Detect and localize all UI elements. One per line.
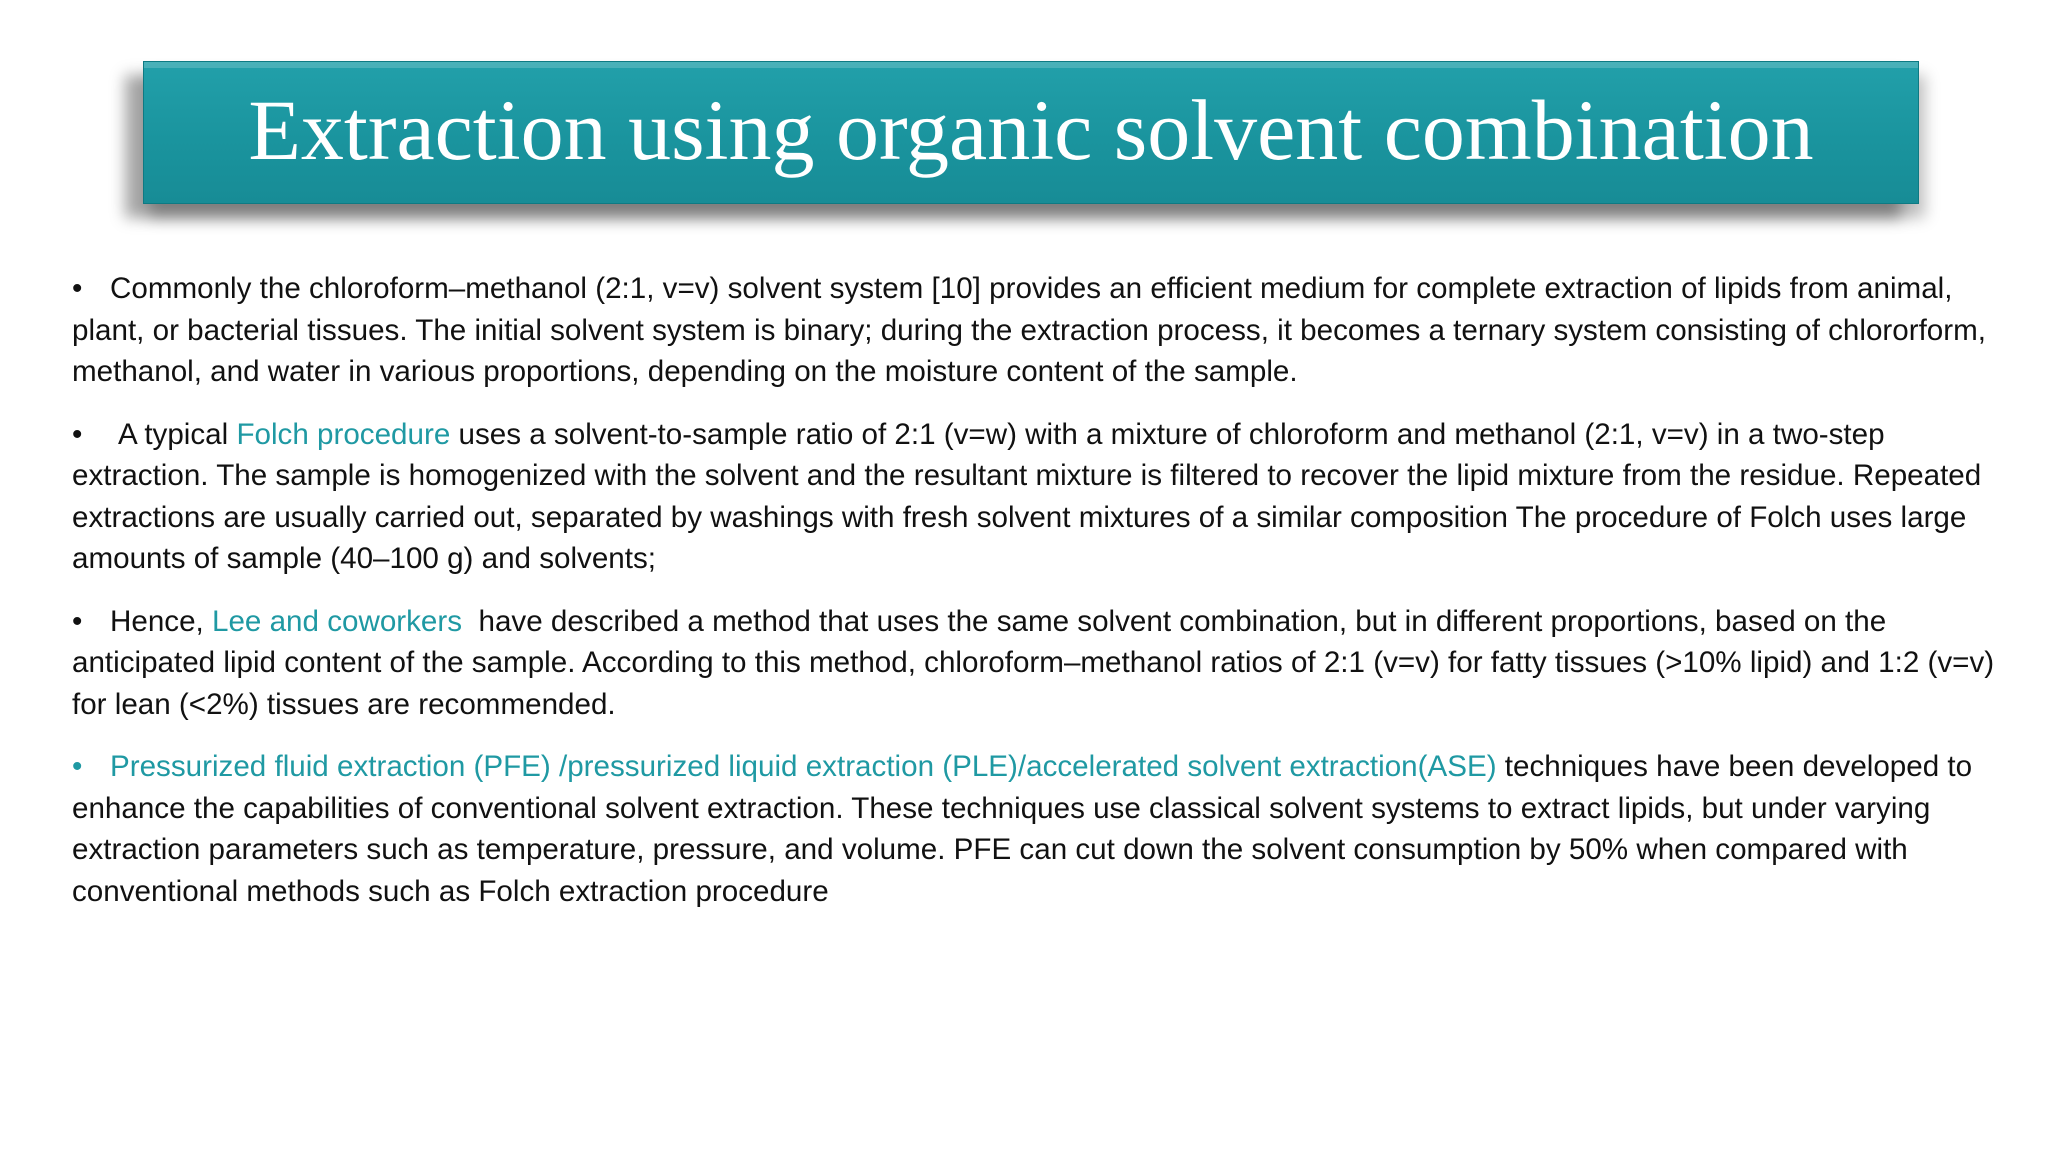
folch-procedure-link[interactable]: Folch procedure — [236, 417, 451, 451]
paragraph-text: have described a method that uses the same solvent combination, but in different proportions, based on the anticipated lipid content of the sample. According to this method, chloroform–methanol ratios of 2:1 (v=v) for fatty tissues (>10% lipid) and 1:2 (v=v) for lean (<2%) tissues are recommended. — [72, 604, 2003, 721]
slide-title: Extraction using organic solvent combination — [248, 81, 1814, 178]
bullet-icon: • — [72, 750, 83, 783]
bullet-paragraph-4 — [72, 746, 2002, 912]
lee-coworkers-link[interactable]: Lee and coworkers — [212, 604, 463, 638]
pfe-ple-ase-link[interactable]: Pressurized fluid extraction (PFE) /pressurized liquid extraction (PLE)/accelerated solvent extraction(ASE) — [110, 750, 1497, 783]
bullet-icon: • — [72, 417, 83, 451]
bullet-paragraph-3 — [72, 601, 2002, 726]
title-banner — [143, 61, 1919, 204]
slide-body — [72, 268, 2002, 933]
paragraph-text: Commonly the chloroform–methanol (2:1, v=v) solvent system [10] provides an efficient medium for complete extraction of lipids from animal, plant, or bacterial tissues. The initial solvent system is binary; during the extraction process, it becomes a ternary system consisting of chlororform, methanol, and water in various proportions, depending on the moisture content of the sample. — [72, 272, 1986, 388]
paragraph-text: techniques have been developed to enhance the capabilities of conventional solvent extraction. These techniques use classical solvent systems to extract lipids, but under varying extraction parameters such as temperature, pressure, and volume. PFE can cut down the solvent consumption by 50% when compared with conventional methods such as Folch extraction procedure — [72, 750, 1973, 908]
bullet-icon: • — [72, 604, 83, 638]
paragraph-lead: A typical — [118, 417, 237, 451]
bullet-icon: • — [72, 272, 83, 305]
bullet-paragraph-1 — [72, 268, 2002, 393]
paragraph-text: uses a solvent-to-sample ratio of 2:1 (v=w) with a mixture of chloroform and methanol (2:1, v=v) in a two-step extraction. The sample is homogenized with the solvent and the resultant mixture is filtered to recover the lipid mixture from the residue. Repeated extractions are usually carried out, separated by washings with fresh solvent mixtures of a similar composition The procedure of Folch uses large amounts of sample (40–100 g) and solvents; — [72, 417, 1982, 575]
paragraph-lead: Hence, — [110, 604, 212, 638]
bullet-paragraph-2 — [72, 414, 2002, 580]
